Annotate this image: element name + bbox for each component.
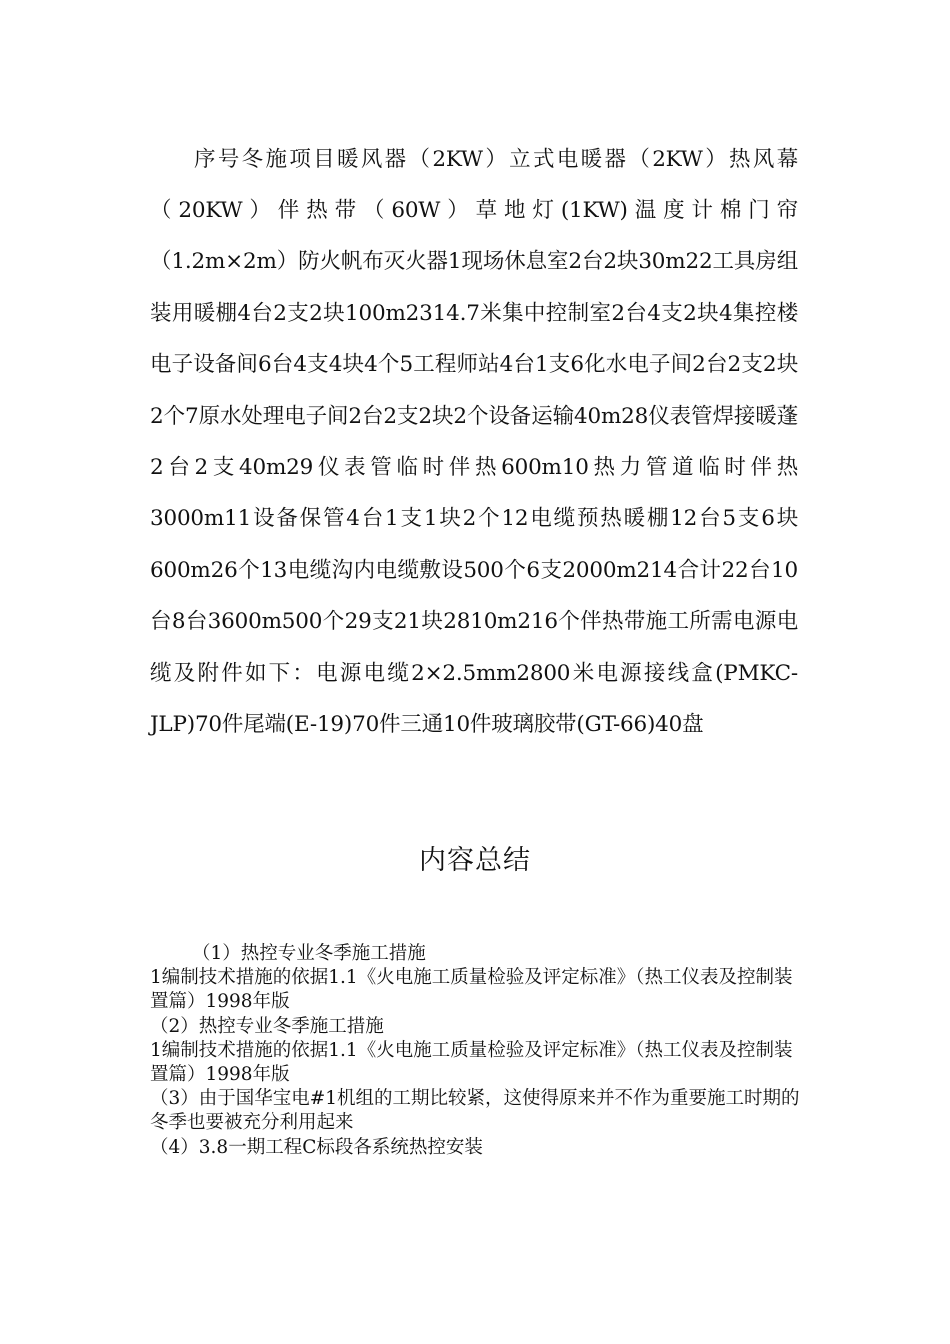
- summary-item: 1编制技术措施的依据1.1《火电施工质量检验及评定标准》（热工仪表及控制装置篇）1998年版: [150, 967, 793, 1013]
- summary-item: （3）由于国华宝电#1机组的工期比较紧，这使得原来并不作为重要施工时期的冬季也要被充分利用起来: [150, 1088, 800, 1134]
- summary-item: （2）热控专业冬季施工措施: [150, 1015, 384, 1037]
- summary-item: （4）3.8一期工程C标段各系统热控安装: [150, 1136, 483, 1158]
- body-paragraph: 序号冬施项目暖风器（2KW）立式电暖器（2KW）热风幕（20KW）伴热带（60W）草地灯(1KW)温度计棉门帘（1.2m×2m）防火帆布灭火器1现场休息室2台2块30m22工具房组装用暖棚4台2支2块100m2314.7米集中控制室2台4支2块4集控楼电子设备间6台4支4块4个5工程师站4台1支6化水电子间2台2支2块2个7原水处理电子间2台2支2块2个设备运输40m28仪表管焊接暖蓬2台2支40m29仪表管临时伴热600m10热力管道临时伴热3000m11设备保管4台1支1块2个12电缆预热暖棚12台5支6块600m26个13电缆沟内电缆敷设500个6支2000m214合计22台10台8台3600m500个29支21块2810m216个伴热带施工所需电源电缆及附件如下：电源电缆2×2.5mm2800米电源接线盒(PMKC-JLP)70件尾端(E-19)70件三通10件玻璃胶带(GT-66)40盘: [150, 146, 798, 737]
- summary-list: [150, 942, 800, 1160]
- summary-item: （1）热控专业冬季施工措施: [192, 943, 426, 964]
- summary-title: 内容总结: [419, 845, 531, 876]
- summary-item: 1编制技术措施的依据1.1《火电施工质量检验及评定标准》（热工仪表及控制装置篇）1998年版: [150, 1039, 793, 1086]
